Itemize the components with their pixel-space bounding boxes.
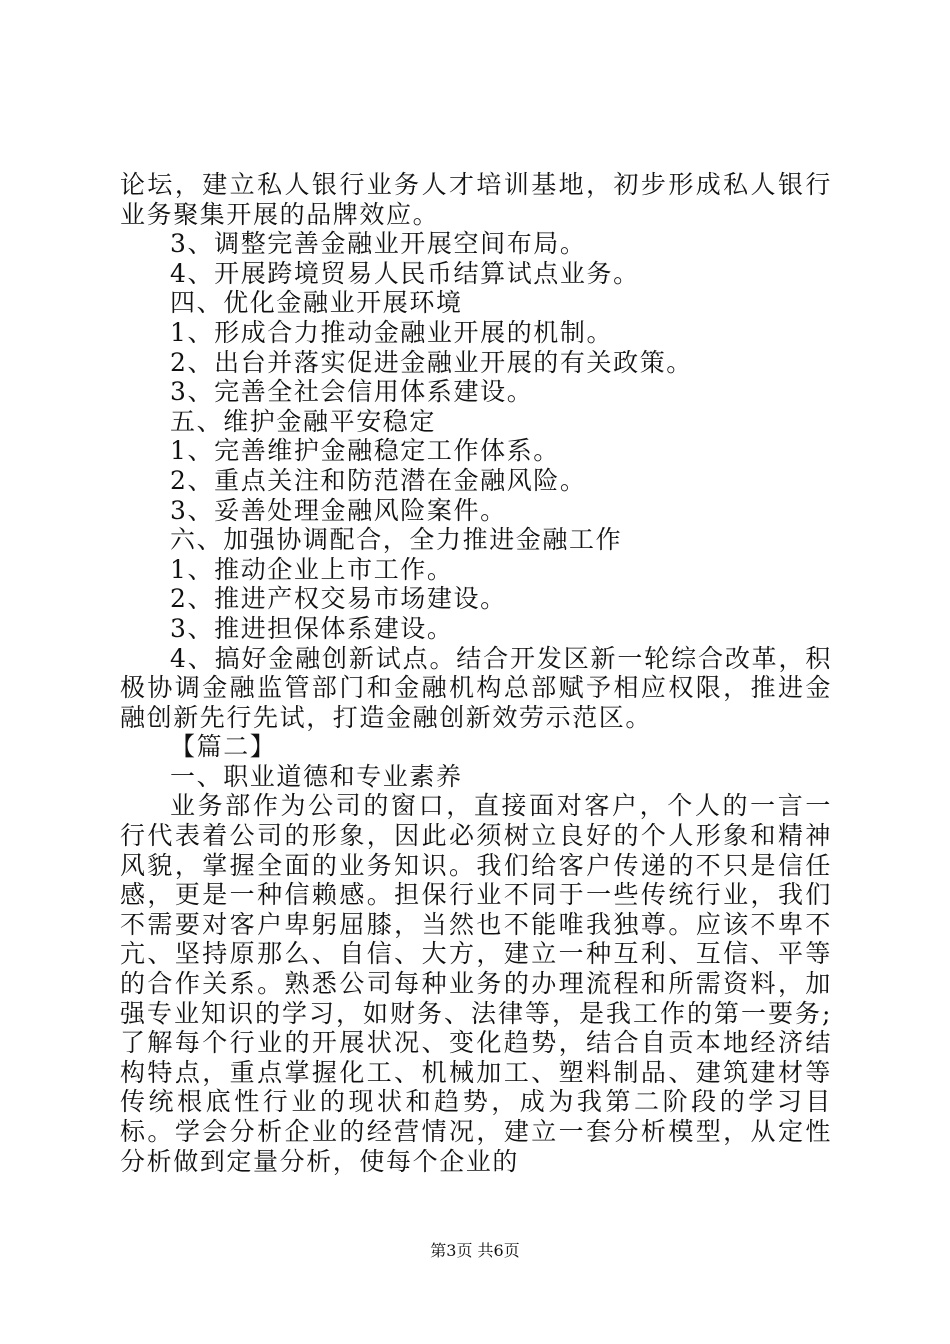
paragraph: 3、妥善处理金融风险案件。 (170, 495, 507, 525)
paragraph: 六、加强协调配合，全力推进金融工作 (170, 525, 623, 555)
paragraph: 四、优化金融业开展环境 (170, 288, 463, 318)
document-body (120, 170, 832, 1176)
paragraph: 一、职业道德和专业素养 (170, 761, 463, 791)
paragraph: 3、推进担保体系建设。 (170, 613, 454, 643)
paragraph: 2、推进产权交易市场建设。 (170, 584, 507, 614)
paragraph: 1、形成合力推动金融业开展的机制。 (170, 317, 614, 347)
paragraph: 【篇二】 (170, 732, 277, 762)
paragraph: 3、调整完善金融业开展空间布局。 (170, 229, 587, 259)
paragraph: 业务部作为公司的窗口，直接面对客户，个人的一言一行代表着公司的形象，因此必须树立良好的个人形象和精神风貌，掌握全面的业务知识。我们给客户传递的不只是信任感，更是一种信赖感。担保行业不同于一些传统行业，我们不需要对客户卑躬屈膝，当然也不能唯我独尊。应该不卑不亢、坚持原那么、自信、大方，建立一种互利、互信、平等的合作关系。熟悉公司每种业务的办理流程和所需资料，加强专业知识的学习，如财务、法律等，是我工作的第一要务;了解每个行业的开展状况、变化趋势，结合自贡本地经济结构特点，重点掌握化工、机械加工、塑料制品、建筑建材等传统根底性行业的现状和趋势，成为我第二阶段的学习目标。学会分析企业的经营情况，建立一套分析模型，从定性分析做到定量分析，使每个企业的 (120, 791, 832, 1176)
page-number-footer: 第3页 共6页 (430, 1241, 520, 1260)
paragraph: 五、维护金融平安稳定 (170, 406, 437, 436)
paragraph: 1、推动企业上市工作。 (170, 554, 454, 584)
paragraph: 论坛，建立私人银行业务人才培训基地，初步形成私人银行业务聚集开展的品牌效应。 (120, 170, 832, 229)
paragraph: 4、开展跨境贸易人民币结算试点业务。 (170, 258, 640, 288)
paragraph: 3、完善全社会信用体系建设。 (170, 377, 534, 407)
paragraph: 2、出台并落实促进金融业开展的有关政策。 (170, 347, 693, 377)
paragraph: 4、搞好金融创新试点。结合开发区新一轮综合改革，积极协调金融监管部门和金融机构总部赋予相应权限，推进金融创新先行先试，打造金融创新效劳示范区。 (120, 643, 832, 732)
paragraph: 2、重点关注和防范潜在金融风险。 (170, 465, 587, 495)
paragraph: 1、完善维护金融稳定工作体系。 (170, 436, 560, 466)
